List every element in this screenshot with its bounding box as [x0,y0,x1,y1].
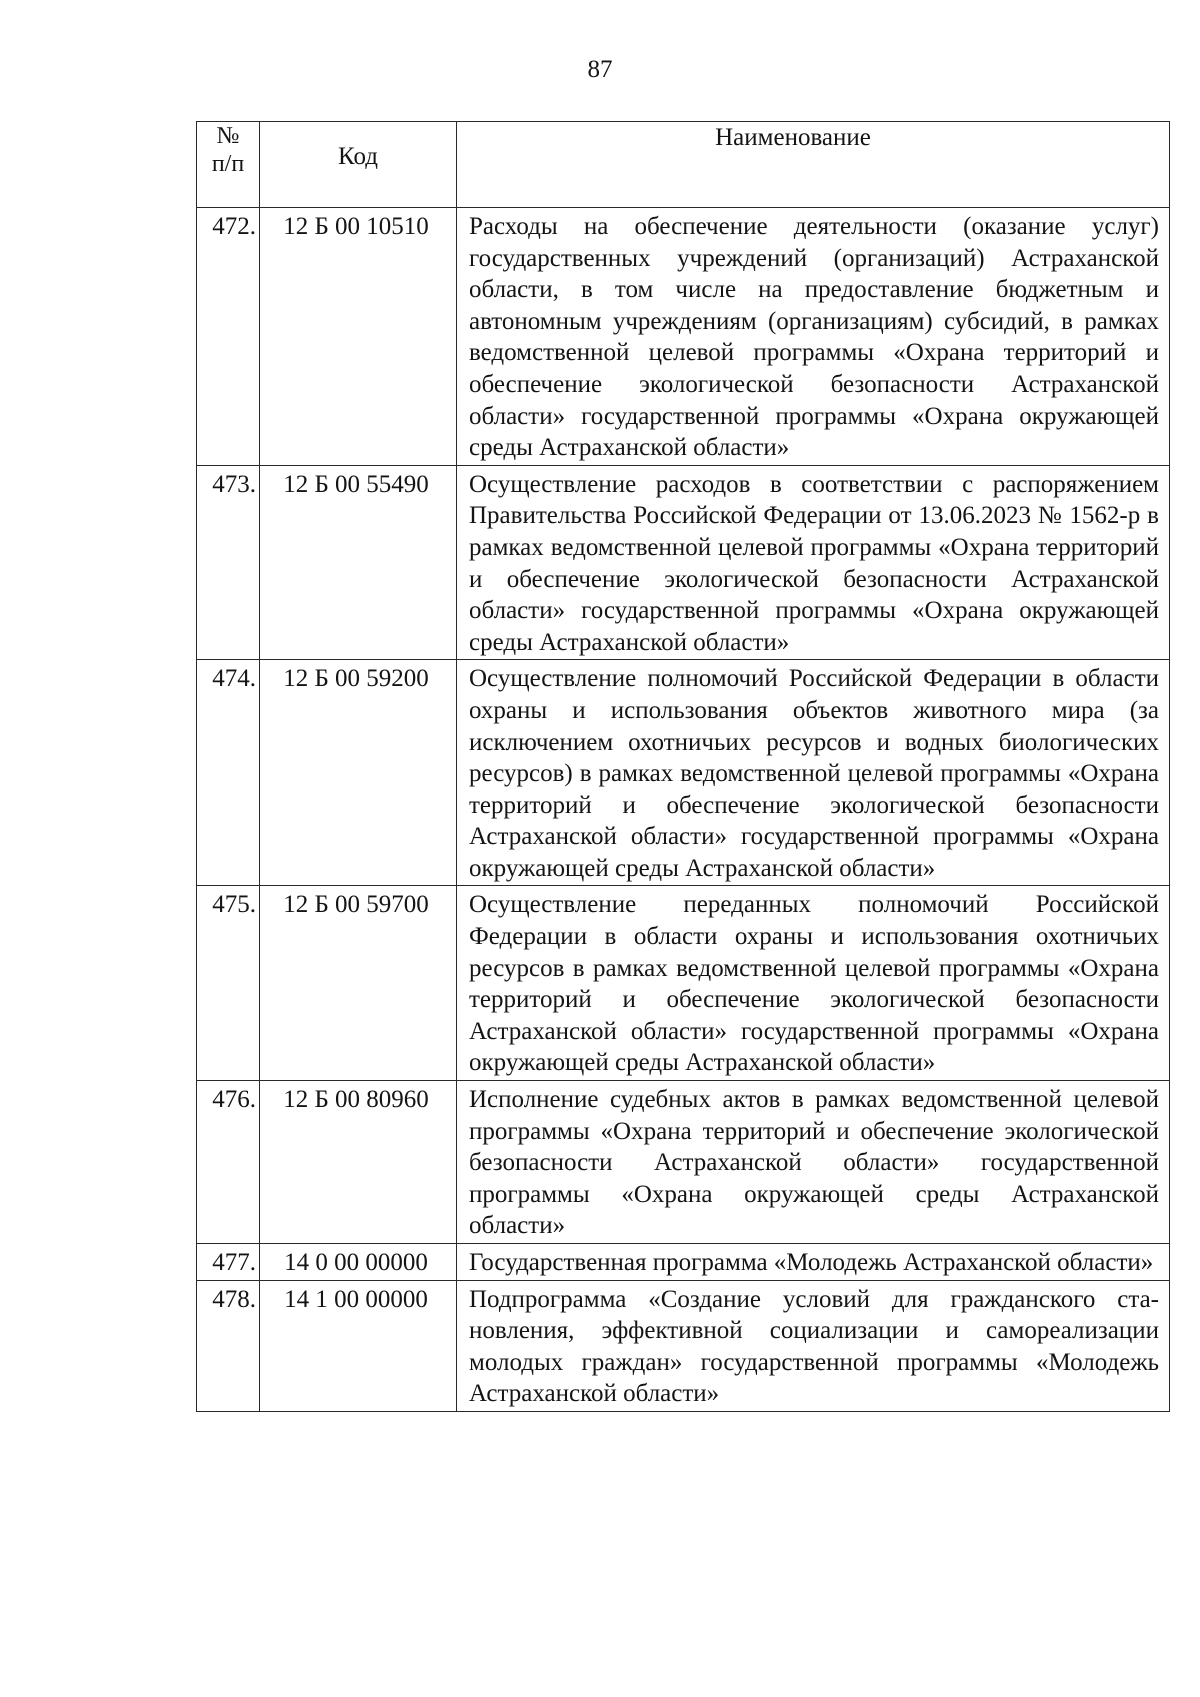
header-name: Наименование [457,122,1170,208]
table-row [197,1244,1170,1281]
row-number: 477. [197,1244,260,1281]
row-number: 473. [197,465,260,660]
row-number: 478. [197,1280,260,1411]
table-row [197,886,1170,1081]
row-number: 474. [197,660,260,886]
row-number: 476. [197,1081,260,1244]
row-code: 14 1 00 00000 [260,1280,457,1411]
header-code: Код [260,122,457,208]
row-name: Осуществление полномочий Российской Федерации в области охраны и использования объектов животного мира (за исключением охотничьих ресурсов и водных биологических ресурсов) в рамках ведомственной целевой программы «Охрана территорий и обеспечение экологической безопасности Астраханской области» государственной программы «Охрана окружающей среды Астраханской области» [457,660,1170,886]
row-code: 12 Б 00 80960 [260,1081,457,1244]
row-code: 12 Б 00 10510 [260,208,457,466]
row-name: Исполнение судебных актов в рамках ведомственной целевой программы «Охрана территорий и обеспечение экологической безопасности Астраханской области» государственной программы «Охрана окружающей среды Астраханской области» [457,1081,1170,1244]
table-row [197,1280,1170,1411]
table-row [197,465,1170,660]
page-number: 87 [587,56,613,83]
row-number: 472. [197,208,260,466]
row-code: 14 0 00 00000 [260,1244,457,1281]
row-name: Осуществление расходов в соответствии с распоряжением Правительства Российской Федерации от 13.06.2023 № 1562-р в рамках ведомственной целевой программы «Охрана территорий и обеспечение экологической безопасности Астраханской области» государственной программы «Охрана окружающей среды Астраханской области» [457,465,1170,660]
row-name: Государственная программа «Молодежь Астраханской области» [457,1244,1170,1281]
header-number [197,122,260,208]
row-code: 12 Б 00 59200 [260,660,457,886]
row-code: 12 Б 00 55490 [260,465,457,660]
table-row [197,1081,1170,1244]
table-row [197,208,1170,466]
table-row [197,660,1170,886]
row-code: 12 Б 00 59700 [260,886,457,1081]
header-number-symbol: № [216,123,240,149]
table-header-row [197,122,1170,208]
header-number-abbr: п/п [211,151,245,177]
row-name: Подпрограмма «Создание условий для гражданского становления, эффективной социализации и самореализации молодых граждан» государственной программы «Молодежь Астраханской области» [457,1280,1170,1411]
row-name: Осуществление переданных полномочий Российской Федерации в области охраны и использования охотничьих ресурсов в рамках ведомственной целевой программы «Охрана территорий и обеспечение экологической безопасности Астраханской области» государственной программы «Охрана окружающей среды Астраханской области» [457,886,1170,1081]
row-number: 475. [197,886,260,1081]
row-name: Расходы на обеспечение деятельности (оказание услуг) государственных учреждений (организаций) Астраханской области, в том числе на предоставление бюджетным и автономным учреждениям (организациям) субсидий, в рамках ведомственной целевой программы «Охрана территорий и обеспечение экологической безопасности Астраханской области» государственной программы «Охрана окружающей среды Астраханской области» [457,208,1170,466]
budget-classification-table [196,121,1170,1412]
